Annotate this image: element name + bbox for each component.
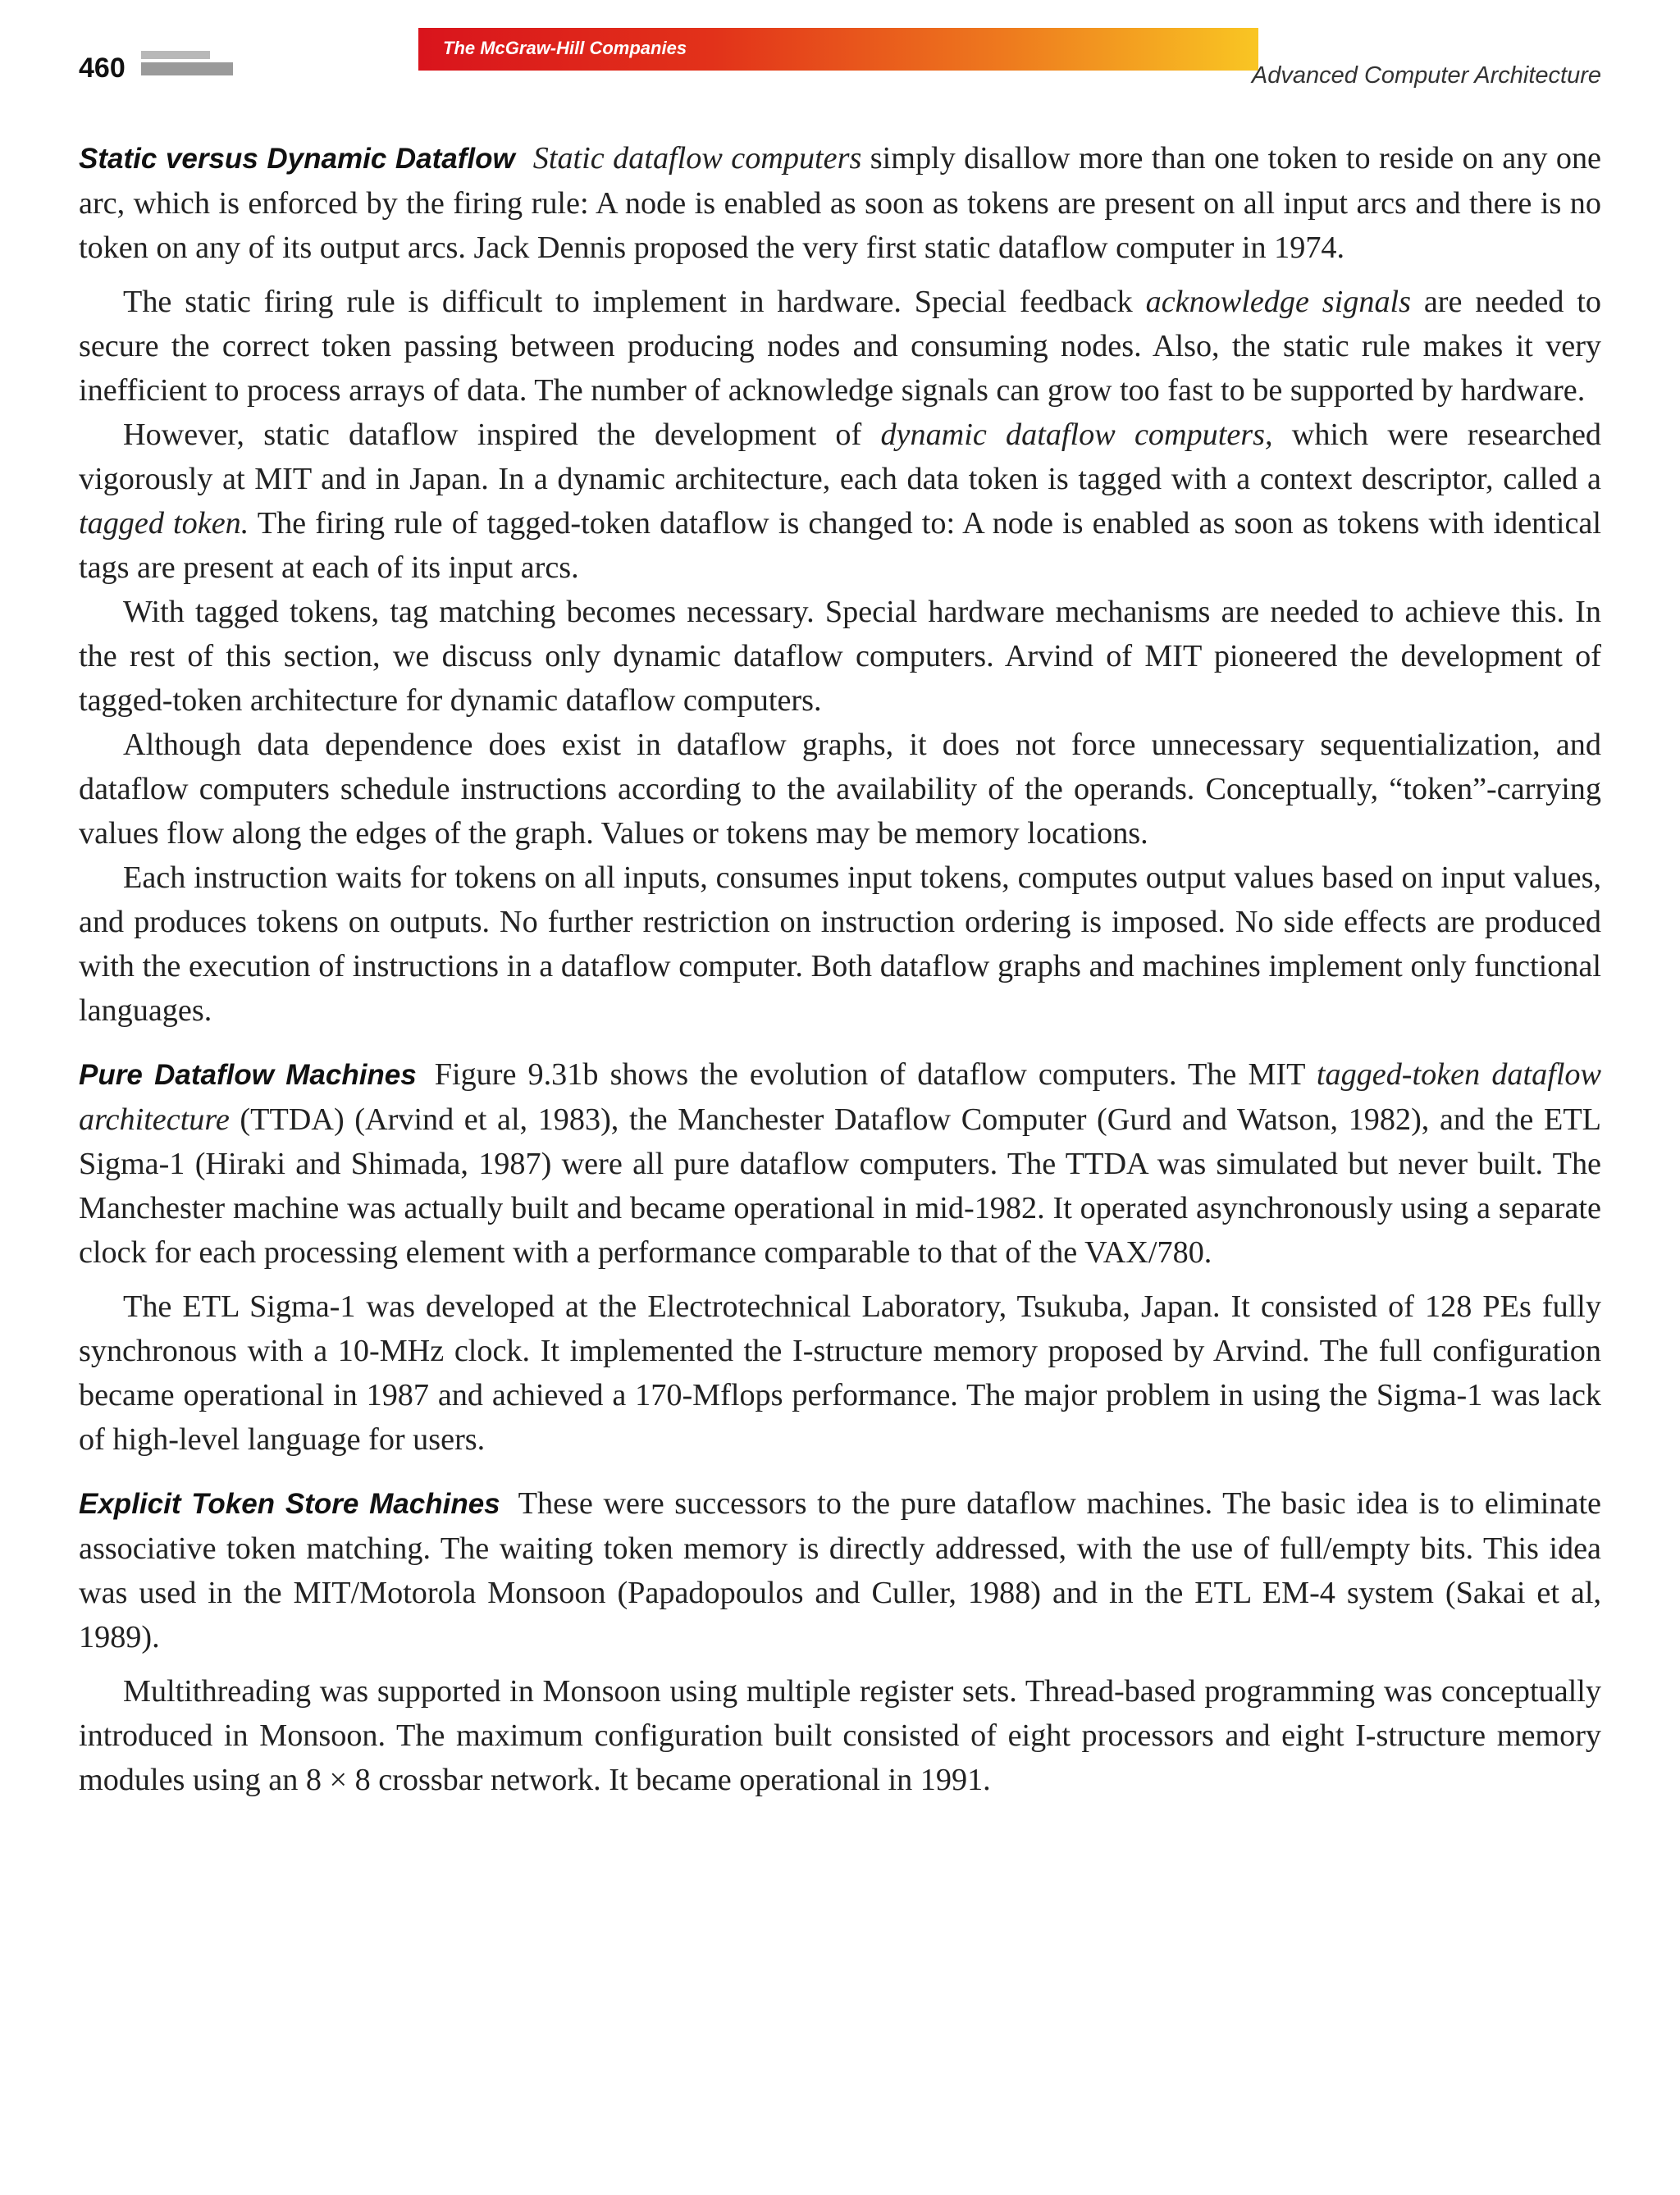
page-header xyxy=(0,0,1680,98)
section-heading: Static versus Dynamic Dataflow xyxy=(79,143,515,175)
paragraph: Although data dependence does exist in dataflow graphs, it does not force unnecessary sequentialization, and dataflow computers schedule instructions according to the availability of the operands. Conceptually, “token”-carrying values flow along the edges of the graph. Values or tokens may be memory locations. xyxy=(79,728,1601,851)
key-term: tagged token. xyxy=(79,506,249,541)
paragraph xyxy=(79,413,1601,590)
paragraph: With tagged tokens, tag matching becomes necessary. Special hardware mechanisms are needed to achieve this. In the rest of this section, we discuss only dynamic dataflow computers. Arvind of MIT pioneered the development of tagged-token architecture for dynamic dataflow computers. xyxy=(79,595,1601,718)
page-number: 460 xyxy=(79,52,126,84)
key-term: dynamic dataflow computers, xyxy=(880,418,1273,452)
paragraph-text: Figure 9.31b shows the evolution of dataflow computers. The MIT xyxy=(434,1057,1317,1092)
paragraph-text: are needed to secure the correct token passing between producing nodes and consuming nodes. Also, the static rule makes it very inefficient to process arrays of data. The number of acknowledge signals can grow too fast to be supported by hardware. xyxy=(79,285,1601,408)
paragraph: Each instruction waits for tokens on all inputs, consumes input tokens, computes output values based on input values, and produces tokens on outputs. No further restriction on instruction ordering is imposed. No side effects are produced with the execution of instructions in a dataflow computer. Both dataflow graphs and machines implement only functional languages. xyxy=(79,860,1601,1028)
section-heading: Explicit Token Store Machines xyxy=(79,1488,500,1520)
publisher-logo: The McGraw-Hill Companies xyxy=(443,38,687,58)
book-title: Advanced Computer Architecture xyxy=(1251,62,1601,89)
section-paragraph xyxy=(79,1481,1601,1659)
paragraph-text: The firing rule of tagged-token dataflow is changed to: A node is enabled as soon as tokens with identical tags are present at each of its input arcs. xyxy=(79,506,1601,585)
key-term: Static dataflow computers xyxy=(532,141,862,176)
paragraph-text: These were successors to the pure dataflow machines. The basic idea is to eliminate associative token matching. The waiting token memory is directly addressed, with the use of full/empty bits. This idea was used in the MIT/Motorola Monsoon (Papadopoulos and Culler, 1988) and in the ETL EM-4 system (Sakai et al, 1989). xyxy=(79,1486,1601,1654)
publisher-banner xyxy=(418,28,1258,71)
paragraph xyxy=(79,280,1601,413)
page-body xyxy=(79,136,1601,1802)
section-paragraph xyxy=(79,136,1601,270)
paragraph: Multithreading was supported in Monsoon using multiple register sets. Thread-based programming was conceptually introduced in Monsoon. The maximum configuration built consisted of eight processors and eight I-structure memory modules using an 8 × 8 crossbar network. It became operational in 1991. xyxy=(79,1674,1601,1797)
paragraph-text: simply disallow more than one token to reside on any one arc, which is enforced by the firing rule: A node is enabled as soon as tokens are present on all input arcs and there is no token on any of its output arcs. Jack Dennis proposed the very first static dataflow computer in 1974. xyxy=(79,141,1601,265)
key-term: acknowledge signals xyxy=(1145,285,1412,319)
paragraph: The ETL Sigma-1 was developed at the Electrotechnical Laboratory, Tsukuba, Japan. It consisted of 128 PEs fully synchronous with a 10-MHz clock. It implemented the I-structure memory proposed by Arvind. The full configuration became operational in 1987 and achieved a 170-Mflops performance. The major problem in using the Sigma-1 was lack of high-level language for users. xyxy=(79,1289,1601,1457)
paragraph-text: (TTDA) (Arvind et al, 1983), the Manchester Dataflow Computer (Gurd and Watson, 1982), and the ETL Sigma-1 (Hiraki and Shimada, 1987) were all pure dataflow computers. The TTDA was simulated but never built. The Manchester machine was actually built and became operational in mid-1982. It operated asynchronously using a separate clock for each processing element with a performance comparable to that of the VAX/780. xyxy=(79,1102,1601,1270)
header-decoration-bar xyxy=(141,62,233,75)
paragraph-text: which were researched vigorously at MIT and in Japan. In a dynamic architecture, each data token is tagged with a context descriptor, called a xyxy=(79,418,1601,496)
header-decoration-bar xyxy=(141,51,210,59)
section-paragraph xyxy=(79,1052,1601,1275)
key-term: tagged-token dataflow architecture xyxy=(79,1057,1601,1137)
paragraph-text: The static firing rule is difficult to implement in hardware. Special feedback xyxy=(123,285,1146,319)
paragraph-text: However, static dataflow inspired the development of xyxy=(123,418,881,452)
section-heading: Pure Dataflow Machines xyxy=(79,1059,417,1091)
